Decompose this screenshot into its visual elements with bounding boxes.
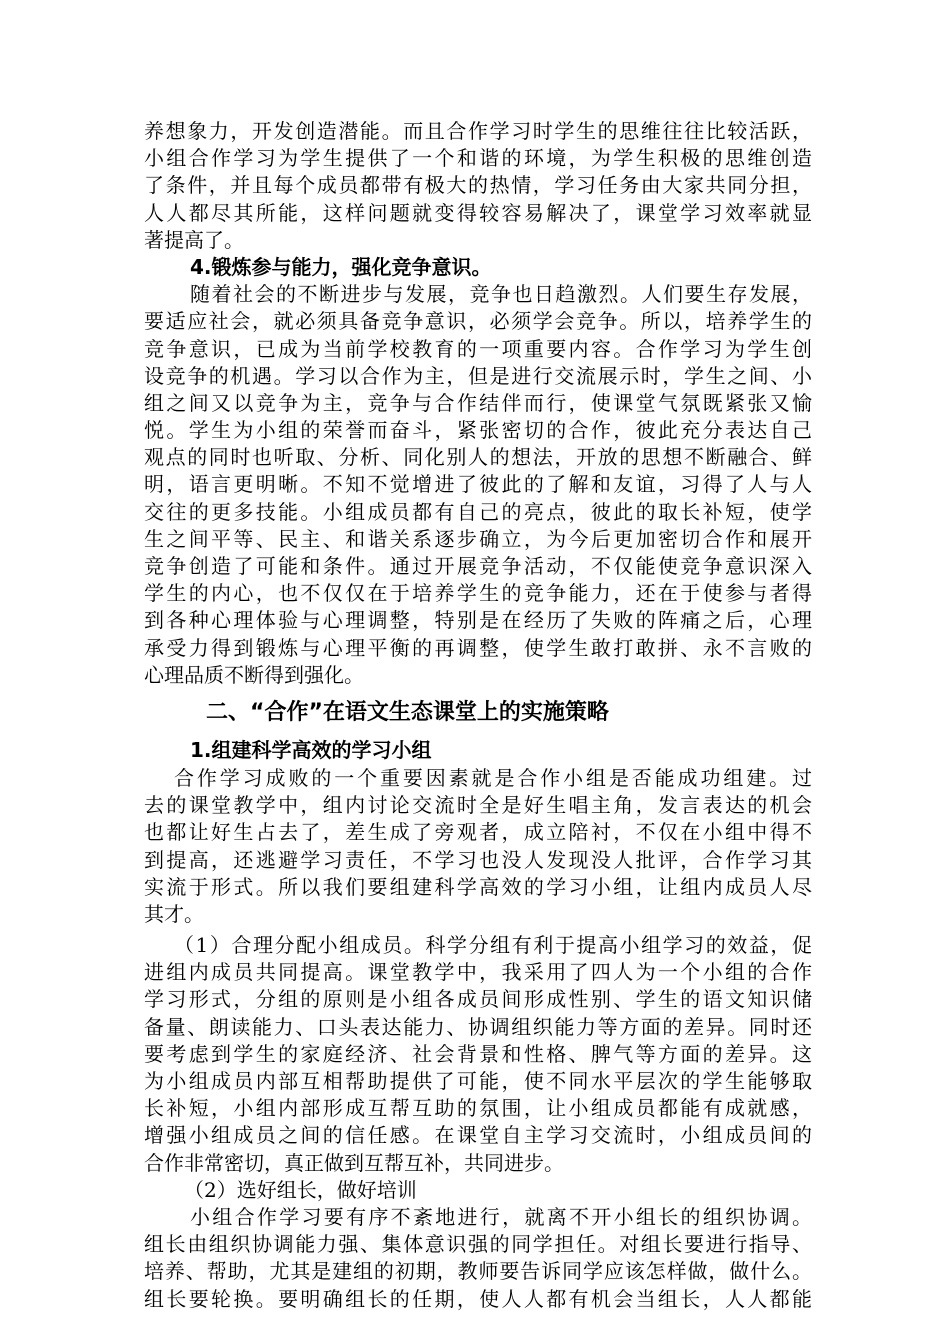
text-line: 要适应社会，就必须具备竞争意识，必须学会竞争。所以，培养学生的 — [144, 309, 812, 334]
subheading-2: （2）选好组长，做好培训 — [184, 1177, 417, 1202]
text-line: 心理品质不断得到强化。 — [144, 662, 364, 687]
text-line: 著提高了。 — [144, 227, 244, 252]
text-line: 交往的更多技能。小组成员都有自己的亮点，彼此的取长补短，使学 — [144, 499, 812, 524]
text-line: 养想象力，开发创造潜能。而且合作学习时学生的思维往往比较活跃， — [144, 119, 812, 143]
text-line: 进组内成员共同提高。课堂教学中，我采用了四人为一个小组的合作 — [144, 960, 812, 985]
text-line: 增强小组成员之间的信任感。在课堂自主学习交流时，小组成员间的 — [144, 1123, 812, 1148]
text-line: 其才。 — [144, 901, 204, 926]
text-line: 学习形式，分组的原则是小组各成员间形成性别、学生的语文知识储 — [144, 987, 812, 1012]
subheading-1: 1.组建科学高效的学习小组 — [190, 737, 432, 762]
text-line: 观点的同时也听取、分析、同化别人的想法，开放的思想不断融合、鲜 — [144, 445, 812, 470]
text-line: 要考虑到学生的家庭经济、社会背景和性格、脾气等方面的差异。这 — [144, 1041, 812, 1066]
text-line: 生之间平等、民主、和谐关系逐步确立，为今后更加密切合作和展开 — [144, 526, 812, 551]
text-line: 到提高，还逃避学习责任，不学习也没人发现没人批评，合作学习其 — [144, 847, 812, 872]
text-line: 去的课堂教学中，组内讨论交流时全是好生唱主角，发言表达的机会 — [144, 793, 812, 818]
text-line: 了条件，并且每个成员都带有极大的热情，学习任务由大家共同分担， — [144, 173, 812, 198]
text-line: 竞争意识，已成为当前学校教育的一项重要内容。合作学习为学生创 — [144, 336, 812, 361]
text-line: 合作学习成败的一个重要因素就是合作小组是否能成功组建。过 — [174, 765, 812, 790]
text-line: 实流于形式。所以我们要组建科学高效的学习小组，让组内成员人尽 — [144, 874, 812, 899]
text-line: 组之间又以竞争为主，竞争与合作结伴而行，使课堂气氛既紧张又愉 — [144, 390, 812, 415]
text-line: 竞争创造了可能和条件。通过开展竞争活动，不仅能使竞争意识深入 — [144, 554, 812, 578]
paragraph-leader — [144, 1204, 812, 1313]
text-line: 承受力得到锻炼与心理平衡的再调整，使学生敢打敢拼、永不言败的 — [144, 635, 812, 660]
text-line: （1）合理分配小组成员。科学分组有利于提高小组学习的效益，促 — [174, 933, 812, 958]
text-line: 明，语言更明晰。不知不觉增进了彼此的了解和友谊，习得了人与人 — [144, 472, 812, 497]
text-line: 小组合作学习为学生提供了一个和谐的环境，为学生积极的思维创造 — [144, 146, 812, 171]
text-line: 小组合作学习要有序不紊地进行，就离不开小组长的组织协调。 — [190, 1204, 812, 1229]
text-line: 学生的内心，也不仅仅在于培养学生的竞争能力，还在于使参与者得 — [144, 581, 812, 606]
text-line: 悦。学生为小组的荣誉而奋斗，紧张密切的合作，彼此充分表达自己 — [144, 418, 812, 443]
subheading-4: 4.锻炼参与能力，强化竞争意识。 — [190, 254, 492, 279]
text-line: 合作非常密切，真正做到互帮互补，共同进步。 — [144, 1150, 564, 1175]
text-line: 培养、帮助，尤其是建组的初期，教师要告诉同学应该怎样做，做什么。 — [144, 1259, 812, 1284]
document-page — [144, 118, 812, 1313]
text-line: 备量、朗读能力、口头表达能力、协调组织能力等方面的差异。同时还 — [144, 1014, 812, 1039]
text-line: 组长由组织协调能力强、集体意识强的同学担任。对组长要进行指导、 — [144, 1232, 812, 1257]
text-line: 随着社会的不断进步与发展，竞争也日趋激烈。人们要生存发展， — [190, 282, 812, 307]
paragraph-assign-members — [144, 932, 812, 1177]
paragraph-continuation — [144, 118, 812, 254]
paragraph-grouping — [144, 765, 812, 928]
text-line: 长补短，小组内部形成互帮互助的氛围，让小组成员都能有成就感， — [144, 1096, 812, 1121]
text-line: 到各种心理体验与心理调整，特别是在经历了失败的阵痛之后，心理 — [144, 608, 812, 633]
text-line: 人人都尽其所能，这样问题就变得较容易解决了，课堂学习效率就显 — [144, 200, 812, 225]
text-line: 为小组成员内部互相帮助提供了可能，使不同水平层次的学生能够取 — [144, 1069, 812, 1093]
section-heading: 二、“合作”在语文生态课堂上的实施策略 — [206, 699, 609, 725]
text-line: 也都让好生占去了，差生成了旁观者，成立陪衬，不仅在小组中得不 — [144, 820, 812, 845]
text-line: 组长要轮换。要明确组长的任期，使人人都有机会当组长，人人都能 — [144, 1286, 812, 1311]
paragraph-competition — [144, 281, 812, 689]
text-line: 设竞争的机遇。学习以合作为主，但是进行交流展示时，学生之间、小 — [144, 363, 812, 388]
